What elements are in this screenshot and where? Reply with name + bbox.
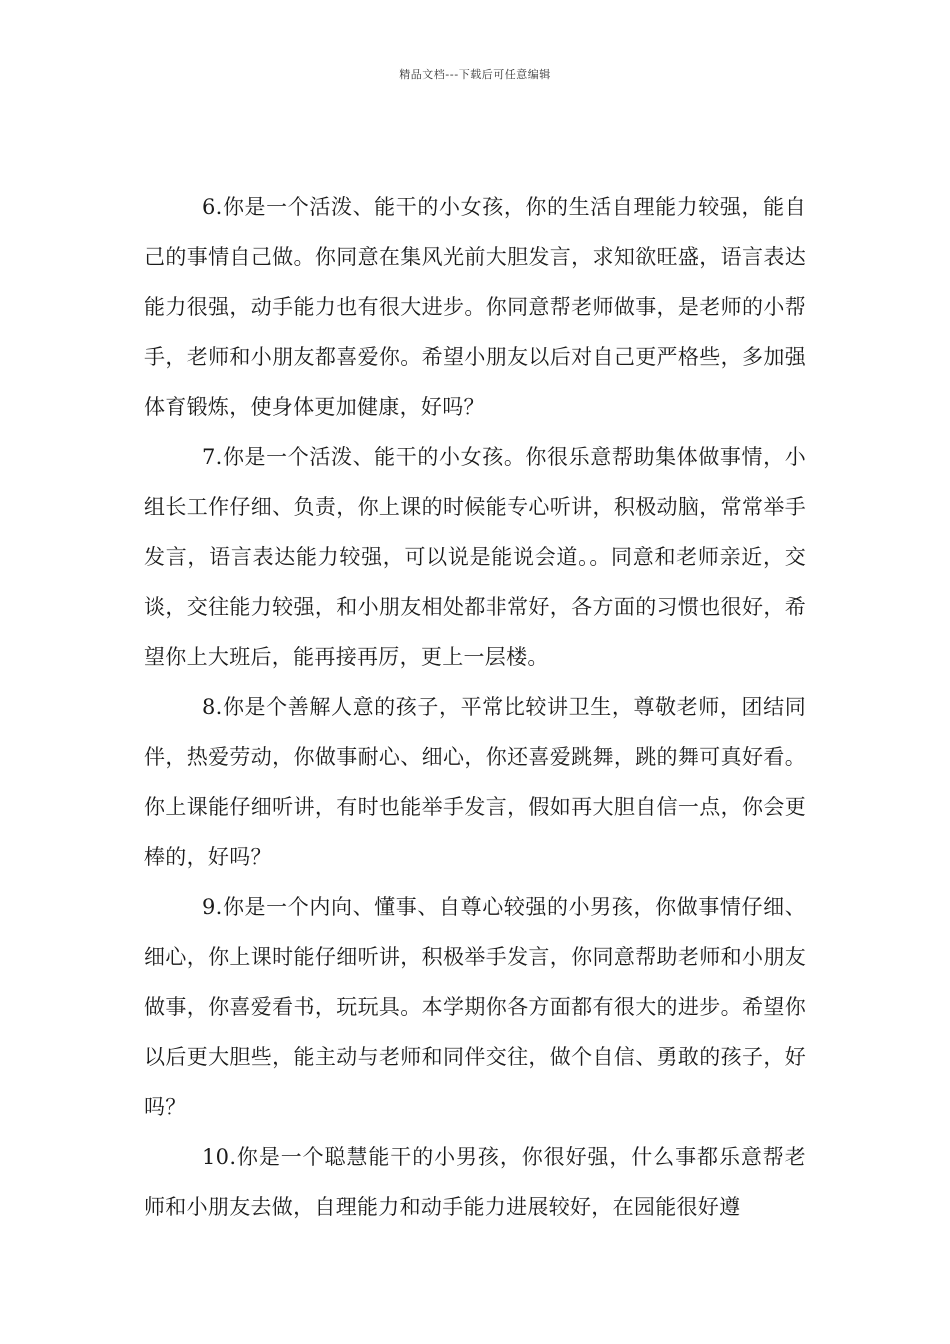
paragraph-comment-9: 9.你是一个内向、懂事、自尊心较强的小男孩，你做事情仔细、细心，你上课时能仔细听讲，积极举手发言，你同意帮助老师和小朋友做事，你喜爱看书，玩玩具。本学期你各方面都有很大的进步。希望你以后更大胆些，能主动与老师和同伴交往，做个自信、勇敢的孩子，好吗？	[144, 895, 806, 1119]
document-body	[144, 182, 806, 1232]
paragraph-comment-8: 8.你是个善解人意的孩子，平常比较讲卫生，尊敬老师，团结同伴，热爱劳动，你做事耐心、细心，你还喜爱跳舞，跳的舞可真好看。你上课能仔细听讲，有时也能举手发言，假如再大胆自信一点，你会更棒的，好吗？	[144, 695, 806, 869]
page-header: 精品文档---下载后可任意编辑	[399, 68, 551, 81]
paragraph-comment-10: 10.你是一个聪慧能干的小男孩，你很好强，什么事都乐意帮老师和小朋友去做，自理能力和动手能力进展较好，在园能很好遵	[144, 1145, 806, 1219]
paragraph-comment-6: 6.你是一个活泼、能干的小女孩，你的生活自理能力较强，能自己的事情自己做。你同意在集风光前大胆发言，求知欲旺盛，语言表达能力很强，动手能力也有很大进步。你同意帮老师做事，是老师的小帮手，老师和小朋友都喜爱你。希望小朋友以后对自己更严格些，多加强体育锻炼，使身体更加健康，好吗？	[144, 195, 806, 419]
paragraph-comment-7: 7.你是一个活泼、能干的小女孩。你很乐意帮助集体做事情，小组长工作仔细、负责，你上课的时候能专心听讲，积极动脑，常常举手发言，语言表达能力较强，可以说是能说会道。。同意和老师亲近，交谈，交往能力较强，和小朋友相处都非常好，各方面的习惯也很好，希望你上大班后，能再接再厉，更上一层楼。	[144, 445, 806, 669]
